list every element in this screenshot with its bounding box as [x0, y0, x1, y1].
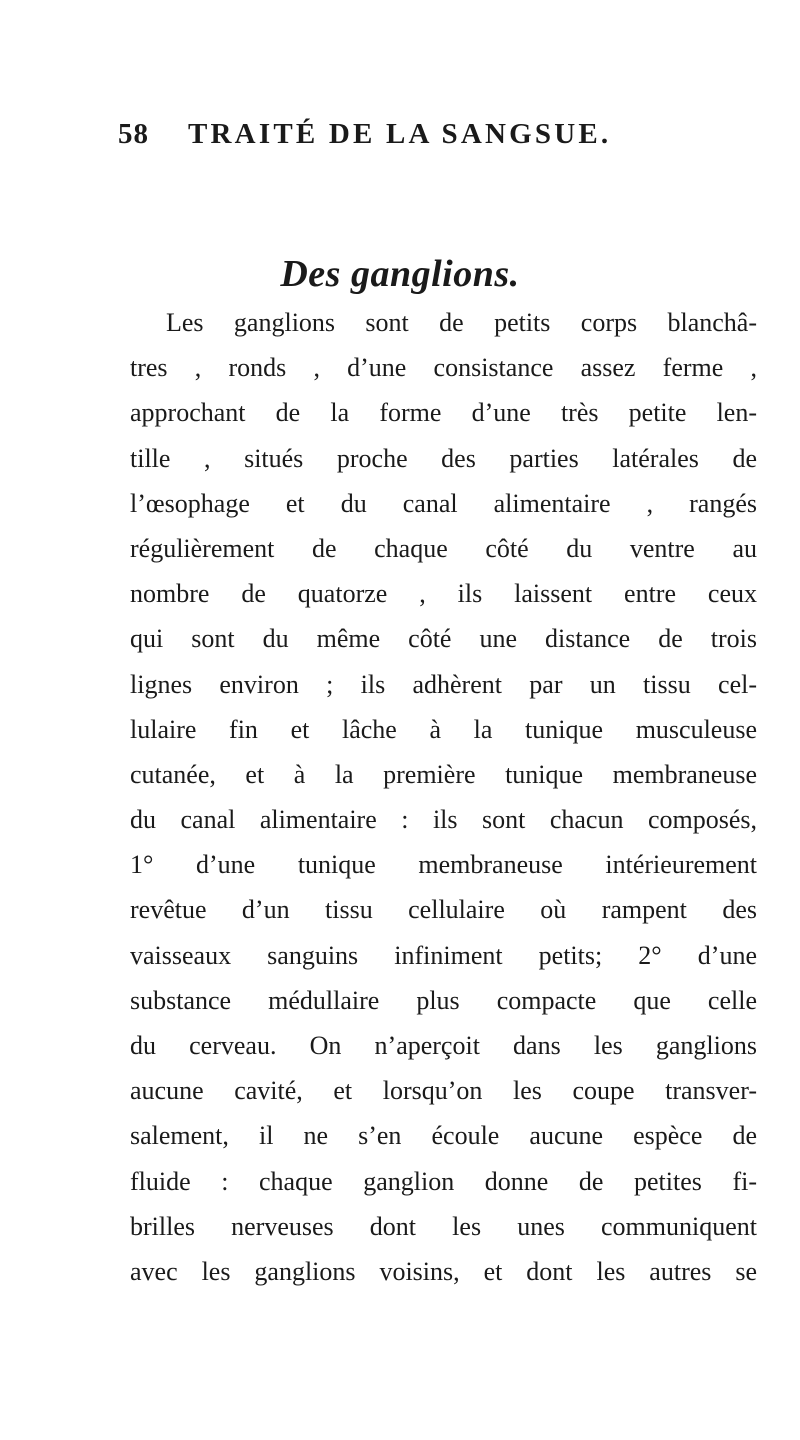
text-line: salement, il ne s’en écoule aucune espèce de: [130, 1121, 757, 1151]
text-line: 1° d’une tunique membraneuse intérieurement: [130, 850, 757, 880]
text-line: nombre de quatorze , ils laissent entre ceux: [130, 579, 757, 609]
running-title: TRAITÉ DE LA SANGSUE.: [188, 118, 612, 150]
text-line: Les ganglions sont de petits corps blanchâ-: [166, 308, 757, 337]
text-line: cutanée, et à la première tunique membraneuse: [130, 759, 757, 789]
text-line: du cerveau. On n’aperçoit dans les ganglions: [130, 1031, 757, 1060]
text-line: approchant de la forme d’une très petite len-: [130, 398, 757, 428]
text-line: qui sont du même côté une distance de trois: [130, 624, 757, 654]
text-line: fluide : chaque ganglion donne de petites fi-: [130, 1166, 757, 1196]
running-head: [118, 118, 778, 158]
text-line: substance médullaire plus compacte que celle: [130, 985, 757, 1015]
text-line: du canal alimentaire : ils sont chacun composés,: [130, 805, 757, 835]
text-line: l’œsophage et du canal alimentaire , rangés: [130, 488, 757, 518]
text-line: vaisseaux sanguins infiniment petits; 2° d’une: [130, 940, 757, 970]
text-line: aucune cavité, et lorsqu’on les coupe transver-: [130, 1076, 757, 1106]
text-line: revêtue d’un tissu cellulaire où rampent des: [130, 895, 757, 925]
section-title: Des ganglions.: [280, 253, 520, 295]
text-line: lignes environ ; ils adhèrent par un tissu cel-: [130, 669, 757, 699]
page-number: 58: [118, 118, 149, 150]
text-line: brilles nerveuses dont les unes communiquent: [130, 1211, 757, 1241]
text-line: tille , situés proche des parties latérales de: [130, 443, 757, 473]
text-line: régulièrement de chaque côté du ventre au: [130, 533, 757, 563]
text-line: tres , ronds , d’une consistance assez ferme ,: [130, 353, 757, 383]
text-line: avec les ganglions voisins, et dont les autres se: [130, 1256, 757, 1286]
body-paragraph: [130, 300, 757, 1294]
text-line: lulaire fin et lâche à la tunique musculeuse: [130, 714, 757, 744]
